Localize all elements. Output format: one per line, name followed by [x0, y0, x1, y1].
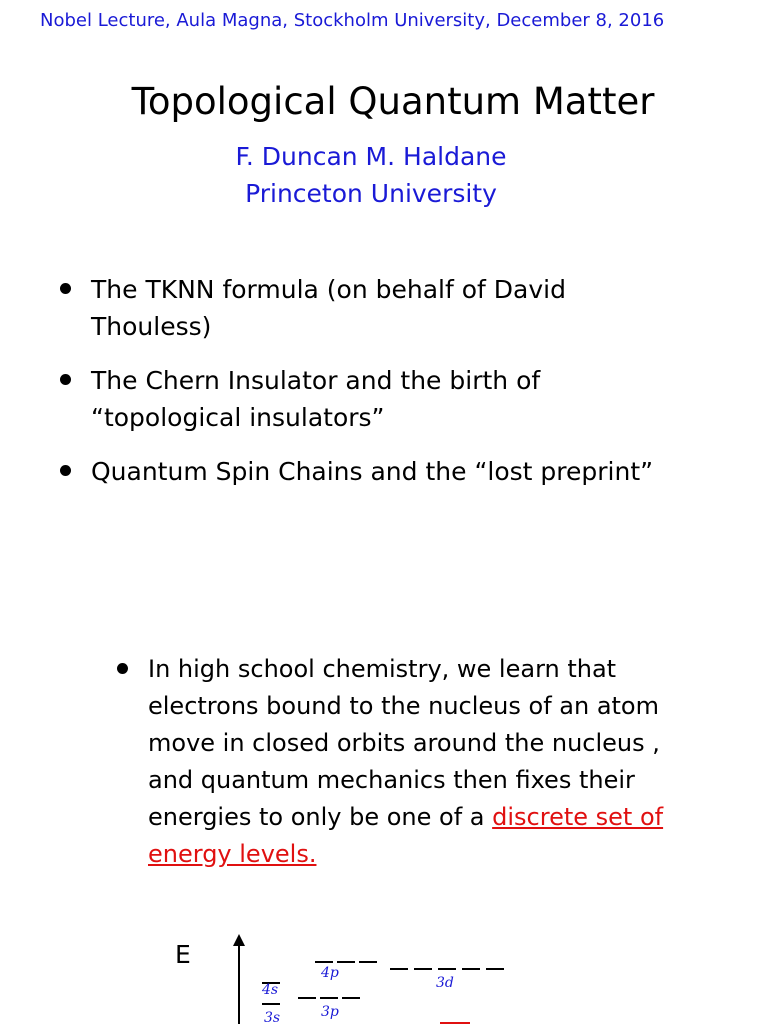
- bullet-item-spin-chains: [56, 453, 656, 490]
- bullet-list: [56, 271, 656, 507]
- energy-axis-label: E: [175, 940, 191, 969]
- author-affiliation: Princeton University: [245, 179, 497, 208]
- level-3s-label: 3s: [264, 1010, 281, 1024]
- level-3p-label: 3p: [321, 1004, 339, 1020]
- bullet-text: The TKNN formula (on behalf of David Thouless): [91, 275, 566, 341]
- bullet-item-tknn: [56, 271, 656, 345]
- energy-level-diagram: [0, 925, 768, 1024]
- paragraph-bullet: [113, 651, 673, 873]
- bullet-dot-icon: [60, 465, 71, 476]
- paragraph-text: In high school chemistry, we learn that electrons bound to the nucleus of an atom move in closed orbits around the nucleus , and quantum mechanics then fixes their energies to only be one of a: [148, 655, 660, 831]
- lecture-header: Nobel Lecture, Aula Magna, Stockholm University, December 8, 2016: [40, 10, 665, 31]
- bullet-text: Quantum Spin Chains and the “lost preprint”: [91, 457, 654, 486]
- author-name: F. Duncan M. Haldane: [235, 142, 507, 171]
- level-3d-label: 3d: [436, 975, 454, 991]
- bullet-text: The Chern Insulator and the birth of “topological insulators”: [91, 366, 541, 432]
- energy-axis-arrow-icon: [233, 934, 245, 946]
- bullet-dot-icon: [117, 663, 128, 674]
- level-4s-label: 4s: [262, 982, 279, 998]
- bullet-dot-icon: [60, 283, 71, 294]
- bullet-dot-icon: [60, 374, 71, 385]
- level-4p-label: 4p: [321, 965, 339, 981]
- slide-title: Topological Quantum Matter: [131, 80, 655, 123]
- energy-levels-highlight: discrete set of energy levels.: [148, 803, 664, 868]
- bullet-item-chern: [56, 362, 656, 436]
- chemistry-paragraph: [113, 651, 673, 873]
